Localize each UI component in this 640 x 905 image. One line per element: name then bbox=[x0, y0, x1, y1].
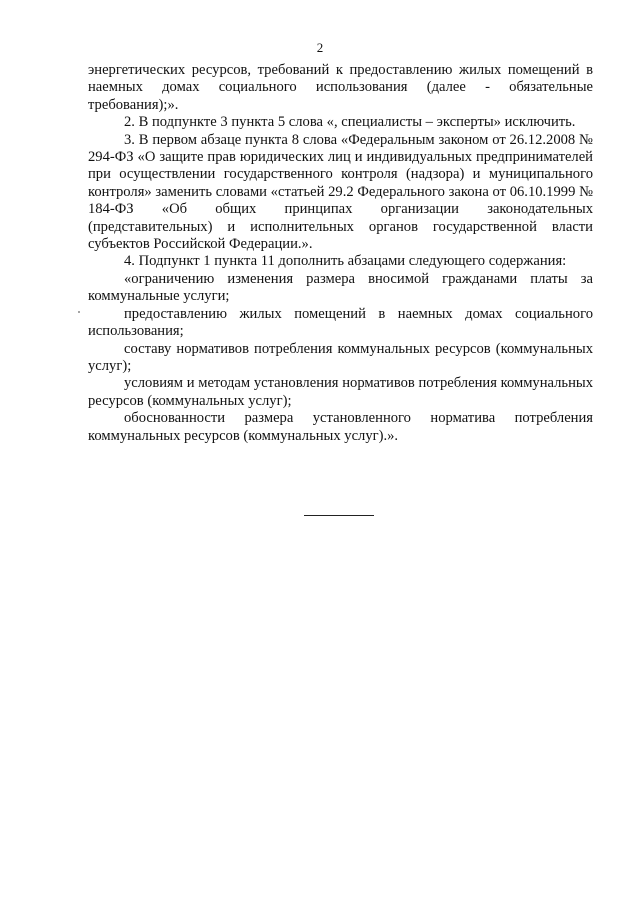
page-number: 2 bbox=[316, 40, 324, 55]
paragraph-item-4: 4. Подпункт 1 пункта 11 дополнить абзацами следующего содержания: bbox=[124, 253, 567, 270]
paragraph-addition-2: предоставлению жилых помещений в наемных домах социального использования; bbox=[88, 305, 593, 340]
paragraph-addition-4: условиям и методам установления нормативов потребления коммунальных ресурсов (коммунальных услуг); bbox=[88, 375, 593, 409]
end-separator-line bbox=[304, 515, 374, 516]
paragraph-item-2: 2. В подпункте 3 пункта 5 слова «, специалисты – эксперты» исключить. bbox=[124, 114, 576, 131]
paragraph-addition-1: «ограничению изменения размера вносимой гражданами платы за коммунальные услуги; bbox=[88, 270, 593, 305]
paragraph-addition-5: обоснованности размера установленного норматива потребления коммунальных ресурсов (коммунальных услуг).». bbox=[88, 410, 593, 444]
paragraph-addition-3: составу нормативов потребления коммунальных ресурсов (коммунальных услуг); bbox=[88, 340, 593, 374]
scan-speck bbox=[78, 311, 80, 313]
paragraph-item-3: 3. В первом абзаце пункта 8 слова «Федеральным законом от 26.12.2008 № 294-ФЗ «О защите прав юридических лиц и индивидуальных предпринимателей при осуществлении государственного контроля (надзора) и муниципального контроля» заменить словами «статьей 29.2 Федерального закона от 06.10.1999 № 184-ФЗ «Об общих принципах организации законодательных (представительных) и исполнительных органов государственной власти субъектов Российской Федерации.». bbox=[88, 131, 593, 253]
paragraph-continuation: энергетических ресурсов, требований к предоставлению жилых помещений в наемных домах социального использования (далее - обязательные требования);». bbox=[88, 62, 593, 113]
document-body bbox=[88, 62, 593, 445]
